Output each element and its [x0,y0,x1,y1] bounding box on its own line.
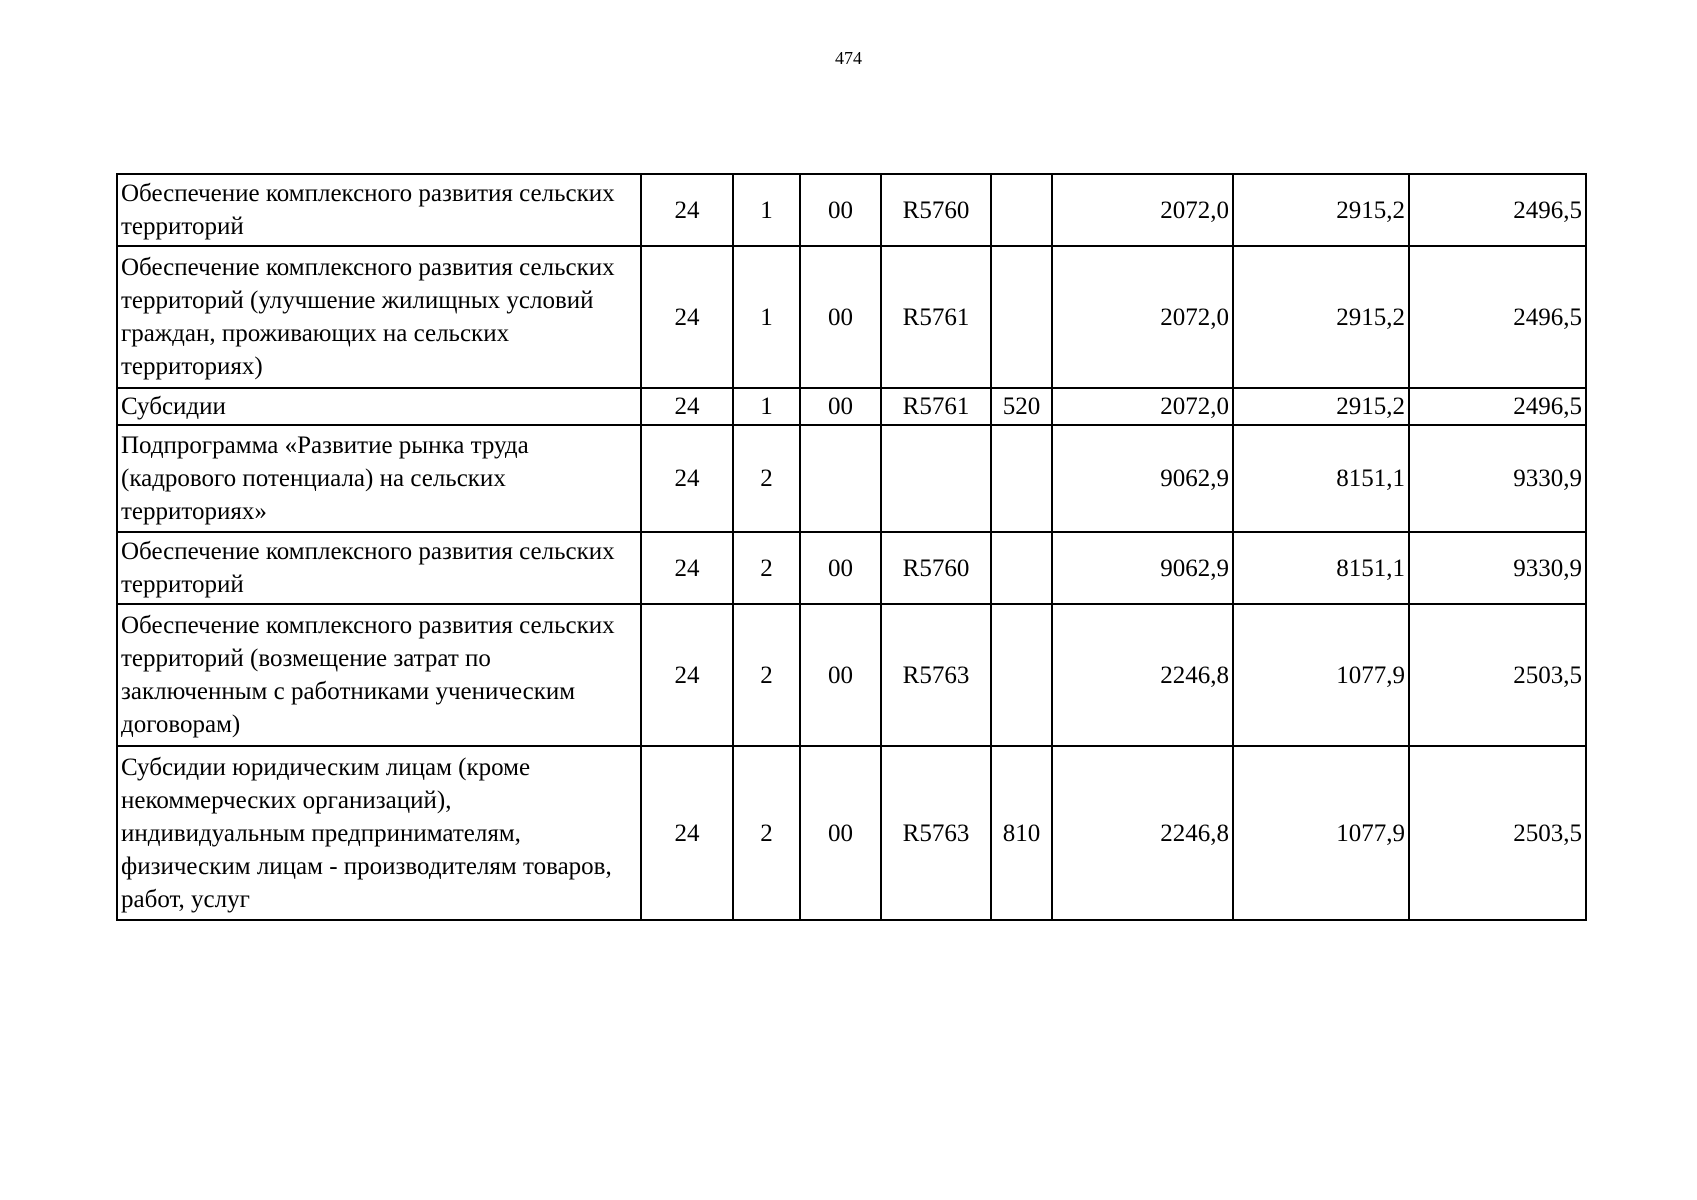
cell-name: Подпрограмма «Развитие рынка труда (кадрового потенциала) на сельских территориях» [117,425,641,532]
cell-target: R5760 [881,532,991,604]
cell-target: R5763 [881,746,991,920]
table-row [117,604,1586,746]
cell-amount-3: 9330,9 [1409,425,1586,532]
budget-table [116,173,1587,921]
cell-section: 24 [641,604,733,746]
cell-name: Обеспечение комплексного развития сельских территорий (улучшение жилищных условий граждан, проживающих на сельских территориях) [117,246,641,388]
cell-section: 24 [641,388,733,425]
cell-amount-3: 9330,9 [1409,532,1586,604]
cell-subsection: 2 [733,532,800,604]
cell-amount-1: 9062,9 [1052,532,1233,604]
cell-section: 24 [641,246,733,388]
cell-target: R5760 [881,174,991,246]
table-row [117,532,1586,604]
table-row [117,388,1586,425]
cell-subsection: 1 [733,246,800,388]
cell-subsection: 1 [733,388,800,425]
page-number: 474 [835,48,862,68]
cell-name: Обеспечение комплексного развития сельских территорий [117,174,641,246]
cell-subsection: 1 [733,174,800,246]
cell-section: 24 [641,174,733,246]
cell-section: 24 [641,532,733,604]
cell-item: 00 [800,604,881,746]
cell-amount-1: 2072,0 [1052,246,1233,388]
cell-subsection: 2 [733,425,800,532]
cell-amount-1: 2072,0 [1052,174,1233,246]
cell-amount-2: 2915,2 [1233,388,1409,425]
cell-amount-3: 2503,5 [1409,604,1586,746]
table-row [117,246,1586,388]
cell-amount-1: 2246,8 [1052,604,1233,746]
cell-amount-3: 2496,5 [1409,246,1586,388]
cell-amount-1: 2246,8 [1052,746,1233,920]
cell-item: 00 [800,746,881,920]
cell-item: 00 [800,246,881,388]
cell-target: R5761 [881,388,991,425]
cell-amount-3: 2503,5 [1409,746,1586,920]
cell-item: 00 [800,532,881,604]
cell-expense-type [991,174,1052,246]
cell-item: 00 [800,174,881,246]
cell-target: R5763 [881,604,991,746]
cell-amount-2: 8151,1 [1233,532,1409,604]
table-row [117,174,1586,246]
cell-section: 24 [641,746,733,920]
cell-amount-2: 1077,9 [1233,746,1409,920]
cell-name: Субсидии [117,388,641,425]
cell-section: 24 [641,425,733,532]
cell-target [881,425,991,532]
table-row [117,425,1586,532]
cell-amount-3: 2496,5 [1409,388,1586,425]
cell-expense-type: 810 [991,746,1052,920]
cell-expense-type [991,425,1052,532]
cell-amount-2: 2915,2 [1233,174,1409,246]
table-row [117,746,1586,920]
cell-name: Обеспечение комплексного развития сельских территорий [117,532,641,604]
cell-expense-type: 520 [991,388,1052,425]
cell-expense-type [991,604,1052,746]
cell-name: Субсидии юридическим лицам (кроме некоммерческих организаций), индивидуальным предпринимателям, физическим лицам - производителям товаров, работ, услуг [117,746,641,920]
cell-amount-2: 1077,9 [1233,604,1409,746]
cell-item [800,425,881,532]
cell-amount-2: 8151,1 [1233,425,1409,532]
cell-item: 00 [800,388,881,425]
cell-amount-2: 2915,2 [1233,246,1409,388]
cell-target: R5761 [881,246,991,388]
cell-subsection: 2 [733,604,800,746]
cell-expense-type [991,532,1052,604]
cell-amount-1: 9062,9 [1052,425,1233,532]
cell-amount-1: 2072,0 [1052,388,1233,425]
cell-name: Обеспечение комплексного развития сельских территорий (возмещение затрат по заключенным с работниками ученическим договорам) [117,604,641,746]
cell-amount-3: 2496,5 [1409,174,1586,246]
cell-expense-type [991,246,1052,388]
cell-subsection: 2 [733,746,800,920]
